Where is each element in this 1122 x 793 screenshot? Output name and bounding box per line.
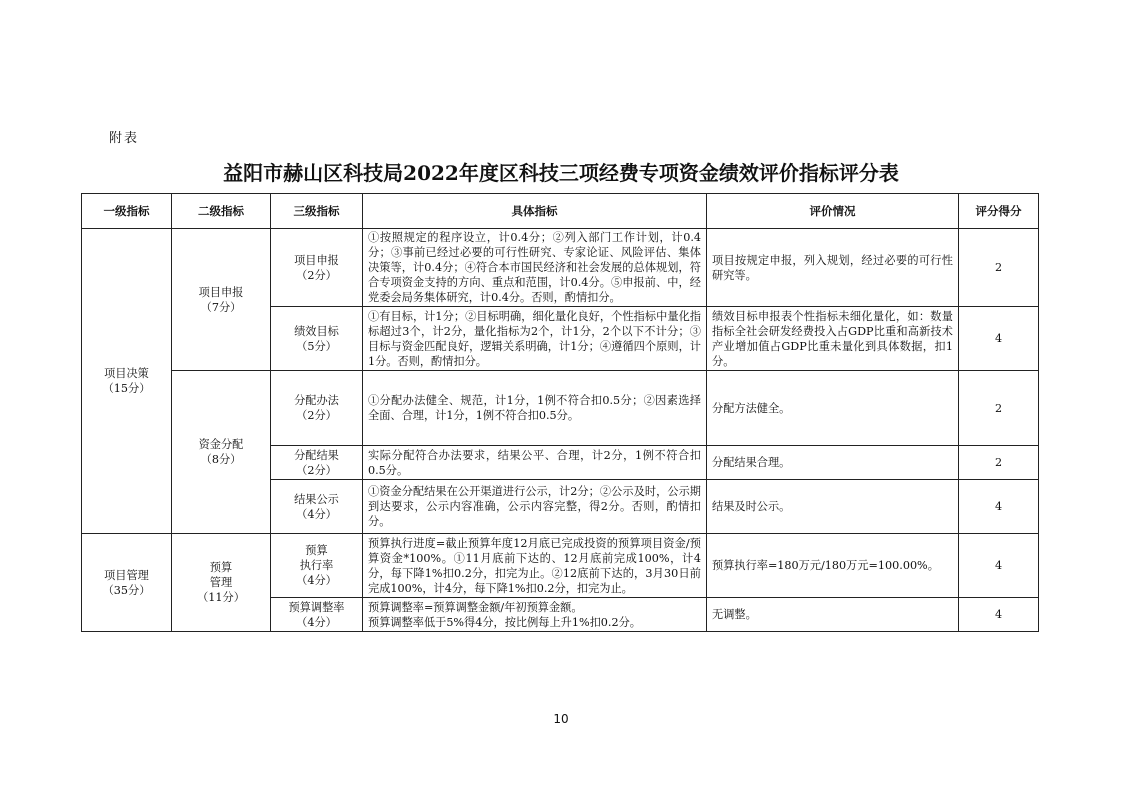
level3-name: 分配办法 [294, 394, 339, 407]
level2-cell [172, 229, 271, 371]
indicator-cell: 预算执行进度=截止预算年度12月底已完成投资的预算项目资金/预算资金*100%。①11月底前下达的、12月底前完成100%，计4分，每下降1%扣0.2分，扣完为止。②12底前下达的，3月30日前完成100%，计4分，每下降1%扣0.2分，扣完为止。 [363, 534, 707, 598]
level3-cell [271, 480, 363, 534]
level1-cell [82, 229, 172, 534]
level2-points: （8分） [200, 453, 242, 466]
header-level1: 一级指标 [82, 194, 172, 229]
header-level2: 二级指标 [172, 194, 271, 229]
level3-cell [271, 229, 363, 307]
level2-name: 预算 管理 [209, 561, 233, 589]
level1-cell [82, 534, 172, 632]
page-title: 益阳市赫山区科技局2022年度区科技三项经费专项资金绩效评价指标评分表 [223, 161, 899, 185]
level1-name: 项目管理 [104, 568, 149, 582]
level3-points: （4分） [296, 574, 337, 587]
score-cell: 4 [959, 534, 1039, 598]
indicator-cell: ①按照规定的程序设立，计0.4分；②列入部门工作计划，计0.4分；③事前已经过必要的可行性研究、专家论证、风险评估、集体决策等，计0.4分；④符合本市国民经济和社会发展的总体规划，符合专项资金支持的方向、重点和范围，计0.4分。⑤申报前、中，经党委会局务集体研究，计0.4分。否则，酌情扣分。 [363, 229, 707, 307]
evaluation-cell: 分配结果合理。 [707, 446, 959, 480]
level3-name: 结果公示 [294, 492, 339, 506]
evaluation-cell: 结果及时公示。 [707, 480, 959, 534]
table-row [82, 229, 1039, 307]
score-cell: 4 [959, 598, 1039, 632]
level3-name: 分配结果 [294, 448, 339, 462]
evaluation-cell: 项目按规定申报，列入规划，经过必要的可行性研究等。 [707, 229, 959, 307]
level2-cell [172, 534, 271, 632]
evaluation-cell: 绩效目标申报表个性指标未细化量化，如：数量指标全社会研发经费投入占GDP比重和高新技术产业增加值占GDP比重未量化到具体数据，扣1分。 [707, 307, 959, 371]
indicator-cell: ①有目标，计1分；②目标明确，细化量化良好，个性指标中量化指标超过3个，计2分，量化指标为2个，计1分，2个以下不计分；③目标与资金匹配良好，逻辑关系明确，计1分；④遵循四个原则，计1分。否则，酌情扣分。 [363, 307, 707, 371]
score-cell: 2 [959, 229, 1039, 307]
header-indicator: 具体指标 [363, 194, 707, 229]
score-cell: 2 [959, 446, 1039, 480]
level3-cell [271, 534, 363, 598]
level2-name: 资金分配 [198, 438, 244, 451]
level3-points: （4分） [296, 507, 337, 521]
level3-cell [271, 598, 363, 632]
header-evaluation: 评价情况 [707, 194, 959, 229]
evaluation-cell: 无调整。 [707, 598, 959, 632]
level3-points: （2分） [296, 268, 337, 282]
evaluation-cell: 分配方法健全。 [707, 371, 959, 446]
level3-points: （5分） [296, 339, 337, 353]
level3-points: （2分） [296, 463, 337, 477]
level1-name: 项目决策 [104, 367, 149, 380]
page-number: 10 [553, 712, 569, 726]
level1-points: （15分） [102, 382, 151, 395]
level1-points: （35分） [102, 583, 151, 597]
level2-points: （7分） [200, 300, 242, 314]
table-row [82, 534, 1039, 598]
level3-name: 绩效目标 [294, 324, 339, 338]
appendix-label: 附表 [109, 131, 140, 146]
header-score: 评分得分 [959, 194, 1039, 229]
score-cell: 2 [959, 371, 1039, 446]
indicator-cell: ①分配办法健全、规范，计1分，1例不符合扣0.5分；②因素选择全面、合理，计1分，1例不符合扣0.5分。 [363, 371, 707, 446]
level2-points: （11分） [197, 591, 245, 604]
evaluation-cell: 预算执行率=180万元/180万元=100.00%。 [707, 534, 959, 598]
score-cell: 4 [959, 307, 1039, 371]
level3-cell [271, 307, 363, 371]
level3-cell [271, 371, 363, 446]
level2-cell [172, 371, 271, 534]
level3-name: 预算 执行率 [299, 544, 334, 572]
indicator-cell: 实际分配符合办法要求，结果公平、合理，计2分，1例不符合扣0.5分。 [363, 446, 707, 480]
level2-name: 项目申报 [198, 285, 244, 299]
level3-points: （4分） [296, 615, 337, 629]
level3-points: （2分） [296, 409, 337, 422]
header-level3: 三级指标 [271, 194, 363, 229]
indicator-cell: 预算调整率=预算调整金额/年初预算金额。 预算调整率低于5%得4分，按比例每上升1%扣0.2分。 [363, 598, 707, 632]
level3-name: 预算调整率 [288, 600, 345, 614]
table-row [82, 371, 1039, 446]
evaluation-table [81, 193, 1039, 632]
indicator-cell: ①资金分配结果在公开渠道进行公示，计2分；②公示及时，公示期到达要求，公示内容准确，公示内容完整，得2分。否则，酌情扣分。 [363, 480, 707, 534]
level3-name: 项目申报 [294, 253, 339, 267]
score-cell: 4 [959, 480, 1039, 534]
table-header-row [82, 194, 1039, 229]
level3-cell [271, 446, 363, 480]
